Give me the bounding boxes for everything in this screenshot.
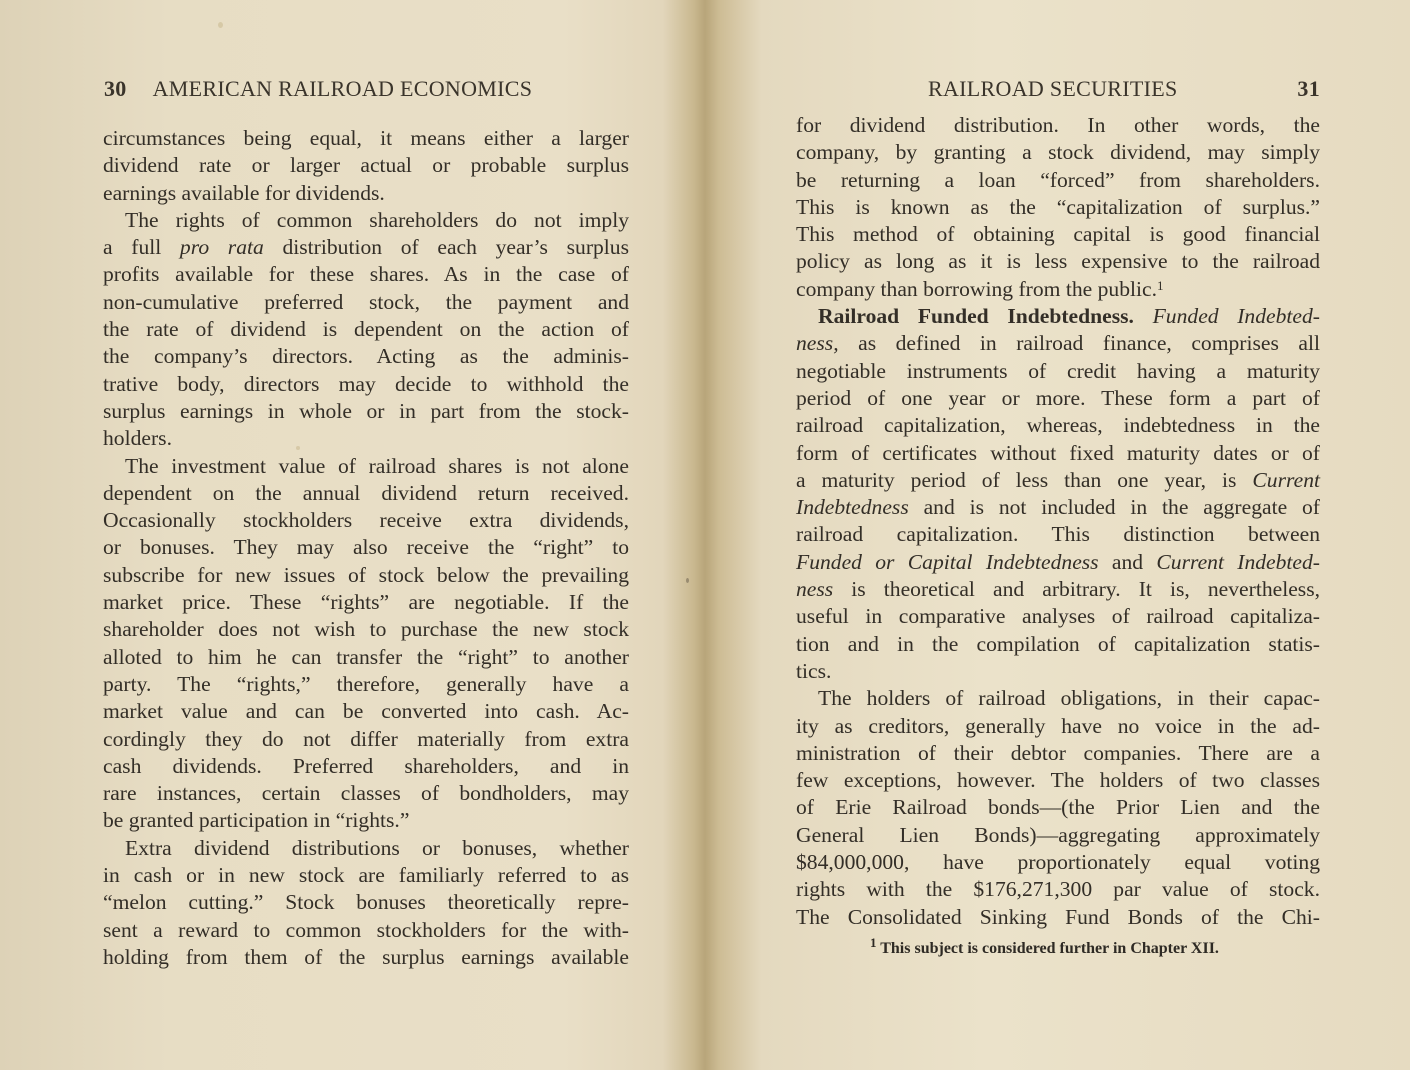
- left-head-title: AMERICAN RAILROAD ECONOMICS: [152, 76, 533, 101]
- footnote: [870, 935, 1219, 958]
- text-run: a maturity period of less than one year, is: [796, 467, 1253, 492]
- text-line: or bonuses. They may also receive the “right” to: [103, 535, 629, 560]
- left-page-number: 30: [104, 76, 127, 101]
- italic-run: ness: [796, 577, 834, 602]
- italic-run: pro rata: [179, 235, 264, 260]
- footnote-marker: 1: [870, 935, 877, 950]
- italic-run: Funded Indebted-: [1152, 304, 1320, 329]
- text-line: be returning a loan “forced” from shareholders.: [796, 167, 1320, 192]
- text-line: cash dividends. Preferred shareholders, and in: [103, 753, 629, 778]
- right-page: [710, 0, 1410, 1070]
- right-head-title: RAILROAD SECURITIES: [928, 76, 1178, 101]
- text-run: as defined in railroad finance, comprises all: [838, 331, 1320, 356]
- text-line: ity as creditors, generally have no voice in the ad-: [796, 713, 1320, 738]
- text-line: trative body, directors may decide to withhold the: [103, 371, 629, 396]
- text-line: shareholder does not wish to purchase the new stock: [103, 617, 629, 642]
- text-line: rights with the $176,271,300 par value of stock.: [796, 877, 1320, 902]
- text-line: $84,000,000, have proportionately equal voting: [796, 850, 1320, 875]
- text-line: rare instances, certain classes of bondholders, may: [103, 781, 629, 806]
- text-line: The holders of railroad obligations, in their capac-: [818, 686, 1320, 711]
- text-line: market price. These “rights” are negotiable. If the: [103, 590, 629, 615]
- text-line: for dividend distribution. In other words, the: [796, 113, 1320, 137]
- text-line: useful in comparative analyses of railroad capitaliza-: [796, 604, 1320, 629]
- italic-run: ness,: [796, 331, 839, 356]
- text-line: party. The “rights,” therefore, generally have a: [103, 671, 629, 696]
- left-body-text: [103, 125, 629, 971]
- italic-run: Indebtedness: [796, 495, 909, 520]
- text-line: ministration of their debtor companies. There are a: [796, 740, 1320, 765]
- text-line: This is known as the “capitalization of surplus.”: [796, 194, 1320, 219]
- text-line: the rate of dividend is dependent on the action of: [103, 317, 629, 342]
- right-page-number: 31: [1297, 76, 1320, 101]
- text-line: Occasionally stockholders receive extra dividends,: [103, 508, 629, 533]
- text-line: of Erie Railroad bonds—(the Prior Lien and the: [796, 795, 1320, 820]
- text-line: tion and in the compilation of capitalization statis-: [796, 631, 1320, 656]
- text-line: the company’s directors. Acting as the adminis-: [103, 344, 629, 369]
- left-page: [0, 0, 700, 1070]
- text-line: [796, 494, 1320, 521]
- text-line: railroad capitalization, whereas, indebtedness in the: [796, 413, 1320, 438]
- text-line: form of certificates without fixed maturity dates or of: [796, 440, 1320, 465]
- text-run: and is not included in the aggregate of: [908, 495, 1320, 520]
- italic-run: Current Indebted-: [1156, 549, 1320, 574]
- text-line: negotiable instruments of credit having a maturity: [796, 358, 1320, 383]
- text-line: dividend rate or larger actual or probable surplus: [103, 153, 629, 178]
- text-line: [103, 234, 629, 261]
- text-run: company than borrowing from the public.: [796, 276, 1158, 301]
- text-run: a full: [103, 235, 180, 260]
- text-line: Extra dividend distributions or bonuses, whether: [125, 835, 629, 860]
- text-line: earnings available for dividends.: [103, 180, 385, 205]
- text-run: is theoretical and arbitrary. It is, nevertheless,: [833, 577, 1320, 602]
- text-line: company, by granting a stock dividend, may simply: [796, 140, 1320, 165]
- footnote-ref: 1: [1157, 277, 1164, 293]
- text-line: profits available for these shares. As in the case of: [103, 262, 629, 287]
- text-line: alloted to him he can transfer the “right” to another: [103, 644, 629, 669]
- italic-run: Funded or Capital Indebtedness: [796, 549, 1099, 574]
- right-body-text: [796, 112, 1320, 931]
- text-line: [796, 576, 1320, 603]
- text-line: sent a reward to common stockholders for the with-: [103, 917, 629, 942]
- text-line: [796, 303, 1320, 330]
- text-run: distribution of each year’s surplus: [263, 235, 630, 260]
- text-line: subscribe for new issues of stock below the prevailing: [103, 562, 629, 587]
- text-line: The Consolidated Sinking Fund Bonds of the Chi-: [796, 904, 1320, 929]
- italic-run: Current: [1252, 467, 1320, 492]
- text-line: tics.: [796, 658, 832, 683]
- text-line: [796, 549, 1320, 576]
- text-line: railroad capitalization. This distinction between: [796, 522, 1320, 547]
- text-line: surplus earnings in whole or in part from the stock-: [103, 398, 629, 423]
- text-line: The rights of common shareholders do not imply: [125, 207, 629, 232]
- text-line: dependent on the annual dividend return received.: [103, 480, 629, 505]
- text-line: circumstances being equal, it means either a larger: [103, 126, 629, 150]
- text-line: This method of obtaining capital is good financial: [796, 222, 1320, 247]
- text-line: period of one year or more. These form a part of: [796, 385, 1320, 410]
- text-line: [796, 330, 1320, 357]
- footnote-text: This subject is considered further in Chapter XII.: [880, 940, 1219, 957]
- text-line: in cash or in new stock are familiarly referred to as: [103, 863, 629, 888]
- text-line: “melon cutting.” Stock bonuses theoretically repre-: [103, 890, 629, 915]
- text-line: market value and can be converted into cash. Ac-: [103, 699, 629, 724]
- text-line: holding from them of the surplus earnings available: [103, 944, 629, 969]
- section-heading: Railroad Funded Indebtedness.: [818, 304, 1134, 329]
- text-line: policy as long as it is less expensive to the railroad: [796, 249, 1320, 274]
- text-line: [796, 276, 1320, 303]
- text-run: and: [1098, 549, 1157, 574]
- text-line: cordingly they do not differ materially from extra: [103, 726, 629, 751]
- text-line: holders.: [103, 426, 172, 451]
- left-running-head: [104, 76, 532, 102]
- text-line: [796, 467, 1320, 494]
- text-line: few exceptions, however. The holders of two classes: [796, 768, 1320, 793]
- text-line: The investment value of railroad shares is not alone: [125, 453, 629, 478]
- text-line: non-cumulative preferred stock, the payment and: [103, 289, 629, 314]
- text-line: General Lien Bonds)—aggregating approximately: [796, 822, 1320, 847]
- text-line: be granted participation in “rights.”: [103, 808, 410, 833]
